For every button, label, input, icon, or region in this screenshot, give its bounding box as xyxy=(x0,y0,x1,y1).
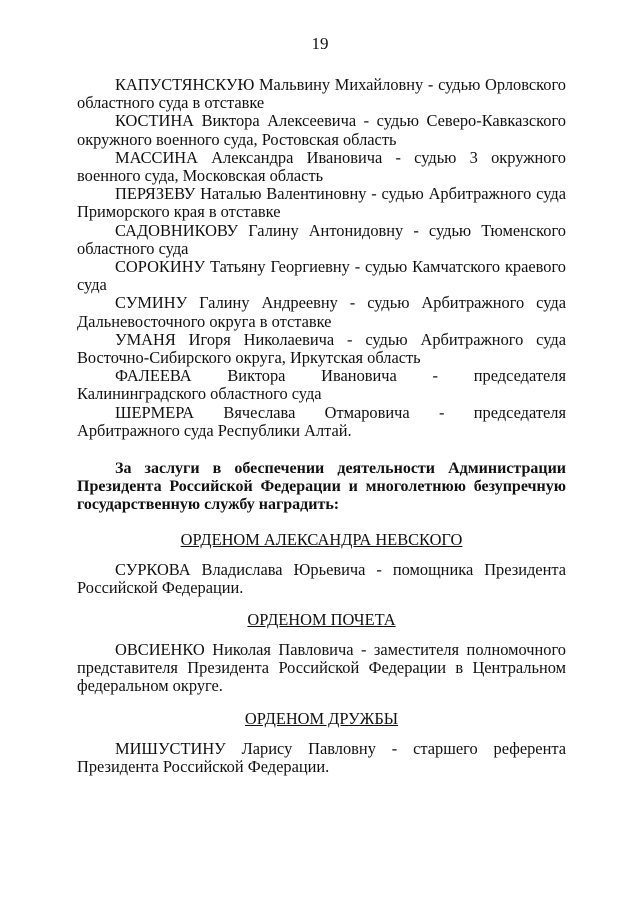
recipient-line: ОВСИЕНКО Николая Павловича - заместителя полномочного xyxy=(115,640,566,660)
entry-continuation: Восточно-Сибирского округа, Иркутская область xyxy=(77,348,421,368)
award-title: ОРДЕНОМ ДРУЖБЫ xyxy=(244,708,399,728)
entry-continuation: Калининградского областного суда xyxy=(77,384,322,404)
award-intro: За заслуги в обеспечении деятельности Администрации Президента Российской Федерации и многолетнюю безупречную государственную службу наградить: xyxy=(77,460,566,514)
entry-name: ШЕРМЕРА Вячеслава Отмаровича - председателя xyxy=(115,402,566,422)
entry-continuation: Дальневосточного округа в отставке xyxy=(77,311,332,331)
entry-name: МАССИНА Александра Ивановича - судью 3 окружного xyxy=(115,147,566,167)
award-title: ОРДЕНОМ ПОЧЕТА xyxy=(247,610,396,630)
list-item xyxy=(77,149,566,185)
award-title: ОРДЕНОМ АЛЕКСАНДРА НЕВСКОГО xyxy=(180,529,463,549)
list-item xyxy=(77,112,566,148)
document-body xyxy=(77,76,566,776)
list-item xyxy=(77,185,566,221)
list-item xyxy=(77,76,566,112)
recipient-line: МИШУСТИНУ Ларису Павловну - старшего референта xyxy=(115,738,566,758)
entry-continuation: областного суда в отставке xyxy=(77,93,265,113)
recipient-continuation: представителя Президента Российской Федерации в Центральном федеральном округе. xyxy=(77,658,566,696)
entry-name: КОСТИНА Виктора Алексеевича - судью Северо-Кавказского xyxy=(115,111,566,131)
entry-continuation: суда xyxy=(77,275,107,295)
entry-continuation: Арбитражного суда Республики Алтай. xyxy=(77,420,352,440)
recipient-line: СУРКОВА Владислава Юрьевича - помощника Президента xyxy=(115,559,566,579)
list-item xyxy=(77,258,566,294)
entry-continuation: областного суда xyxy=(77,238,189,258)
list-item xyxy=(77,367,566,403)
list-item xyxy=(77,294,566,330)
entry-name: САДОВНИКОВУ Галину Антонидовну - судью Тюменского xyxy=(115,220,566,240)
entry-continuation: окружного военного суда, Ростовская область xyxy=(77,129,397,149)
entry-name: УМАНЯ Игоря Николаевича - судью Арбитражного суда xyxy=(115,329,566,349)
entry-continuation: Приморского края в отставке xyxy=(77,202,281,222)
entry-name: КАПУСТЯНСКУЮ Мальвину Михайловну - судью Орловского xyxy=(115,75,566,94)
list-item xyxy=(77,331,566,367)
entry-name: ПЕРЯЗЕВУ Наталью Валентиновну - судью Арбитражного суда xyxy=(115,184,566,204)
entry-name: ФАЛЕЕВА Виктора Ивановича - председателя xyxy=(115,366,566,386)
award-recipient xyxy=(77,641,566,696)
entry-name: СУМИНУ Галину Андреевну - судью Арбитражного суда xyxy=(115,293,566,313)
entry-continuation: военного суда, Московская область xyxy=(77,166,324,186)
award-recipient xyxy=(77,740,566,776)
recipient-continuation: Президента Российской Федерации. xyxy=(77,756,330,776)
list-item xyxy=(77,404,566,440)
page-number: 19 xyxy=(311,34,329,53)
recipient-continuation: Российской Федерации. xyxy=(77,577,244,597)
award-recipient xyxy=(77,561,566,597)
entry-name: СОРОКИНУ Татьяну Георгиевну - судью Камчатского краевого xyxy=(115,257,566,277)
list-item xyxy=(77,222,566,258)
